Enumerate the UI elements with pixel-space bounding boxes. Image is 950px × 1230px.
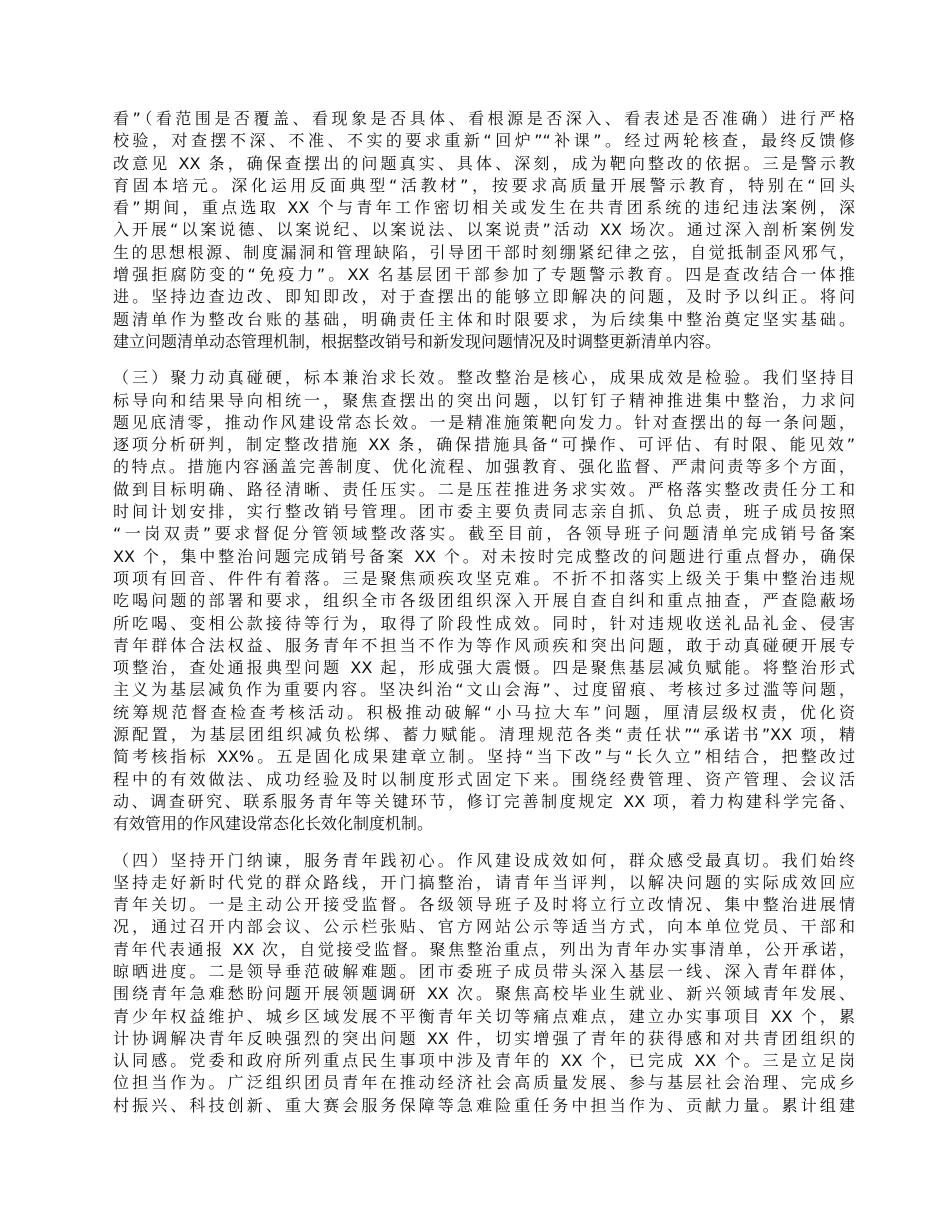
text-line: 青年群体合法权益、服务青年不担当不作为等作风顽疾和突出问题，敢于动真碰硬开展专 (113, 635, 855, 655)
text-line: 吃喝问题的部署和要求，组织全市各级团组织深入开展自查自纠和重点抽查，严查隐蔽场 (113, 591, 855, 611)
text-line: 校验，对查摆不深、不准、不实的要求重新“回炉”“补课”。经过两轮核查，最终反馈修 (113, 131, 855, 151)
text-line: 简考核指标 XX%。五是固化成果建章立制。坚持“当下改”与“长久立”相结合，把整改过 (113, 747, 855, 767)
text-line: 标导向和结果导向相统一，聚焦查摆出的突出问题，以钉钉子精神推进集中整治，力求问 (113, 390, 855, 410)
text-line: 青少年权益维护、城乡区域发展不平衡青年关切等痛点难点，建立办实事项目 XX 个，累 (113, 1006, 855, 1026)
text-line: 主义为基层减负作为重要内容。坚决纠治“文山会海”、过度留痕、考核过多过滥等问题， (113, 680, 855, 700)
text-line: 生的思想根源、制度漏洞和管理缺陷，引导团干部时刻绷紧纪律之弦，自觉抵制歪风邪气， (113, 242, 855, 262)
text-line: 做到目标明确、路径清晰、责任压实。二是压茬推进务求实效。严格落实整改责任分工和 (113, 479, 855, 499)
text-line: 围绕青年急难愁盼问题开展领题调研 XX 次。聚焦高校毕业生就业、新兴领域青年发展、 (113, 984, 855, 1004)
text-line: 况，通过召开内部会议、公示栏张贴、官方网站公示等适当方式，向本单位党员、干部和 (113, 917, 855, 937)
text-line: （三）聚力动真碰硬，标本兼治求长效。整改整治是核心，成果成效是检验。我们坚持目 (113, 368, 855, 388)
text-line: 入开展“以案说德、以案说纪、以案说法、以案说责”活动 XX 场次。通过深入剖析案例发 (113, 220, 855, 240)
text-line: 认同感。党委和政府所列重点民生事项中涉及青年的 XX 个，已完成 XX 个。三是立足岗 (113, 1051, 855, 1071)
text-line: 坚持走好新时代党的群众路线，开门搞整治，请青年当评判，以解决问题的实际成效回应 (113, 872, 855, 892)
text-line: （四）坚持开门纳谏，服务青年践初心。作风建设成效如何，群众感受最真切。我们始终 (113, 850, 855, 870)
text-line: 源配置，为基层团组织减负松绑、蓄力赋能。清理规范各类“责任状”“承诺书”XX 项，精 (113, 725, 855, 745)
text-line: XX 个，集中整治问题完成销号备案 XX 个。对未按时完成整改的问题进行重点督办，确保 (113, 546, 855, 566)
paragraph-inspection (113, 108, 855, 353)
text-line: 改意见 XX 条，确保查摆出的问题真实、具体、深刻，成为靶向整改的依据。三是警示教 (113, 153, 855, 173)
text-line: 有效管用的作风建设常态化长效化制度机制。 (113, 814, 434, 834)
text-line: 育固本培元。深化运用反面典型“活教材”，按要求高质量开展警示教育，特别在“回头 (113, 175, 855, 195)
text-line: 的特点。措施内容涵盖完善制度、优化流程、加强教育、强化监督、严肃问责等多个方面， (113, 457, 855, 477)
text-line: 所吃喝、变相公款接待等行为，取得了阶段性成效。同时，针对违规收送礼品礼金、侵害 (113, 613, 855, 633)
text-line: 增强拒腐防变的“免疫力”。XX 名基层团干部参加了专题警示教育。四是查改结合一体推 (113, 265, 855, 285)
text-line: 项整治，查处通报典型问题 XX 起，形成强大震慑。四是聚焦基层减负赋能。将整治形式 (113, 658, 855, 678)
text-line: 逐项分析研判，制定整改措施 XX 条，确保措施具备“可操作、可评估、有时限、能见效” (113, 435, 855, 455)
text-line: 看”期间，重点选取 XX 个与青年工作密切相关或发生在共青团系统的违纪违法案例，深 (113, 198, 855, 218)
text-line: 进。坚持边查边改、即知即改，对于查摆出的能够立即解决的问题，及时予以纠正。将问 (113, 287, 855, 307)
text-line: 看”（看范围是否覆盖、看现象是否具体、看根源是否深入、看表述是否准确）进行严格 (113, 109, 855, 128)
paragraph-section-three (113, 367, 855, 835)
text-line: 村振兴、科技创新、重大赛会服务保障等急难险重任务中担当作为、贡献力量。累计组建 (113, 1095, 855, 1115)
text-line: 青年代表通报 XX 次，自觉接受监督。聚焦整治重点，列出为青年办实事清单，公开承诺， (113, 939, 855, 959)
text-line: 题清单作为整改台账的基础，明确责任主体和时限要求，为后续集中整治奠定坚实基础。 (113, 309, 855, 329)
text-line: 程中的有效做法、成功经验及时以制度形式固定下来。围绕经费管理、资产管理、会议活 (113, 769, 855, 789)
text-line: 计协调解决青年反映强烈的突出问题 XX 件，切实增强了青年的获得感和对共青团组织的 (113, 1028, 855, 1048)
text-line: “一岗双责”要求督促分管领域整改落实。截至目前，各领导班子问题清单完成销号备案 (113, 524, 855, 544)
document-page (113, 108, 855, 1117)
text-line: 时间计划安排，实行整改销号管理。团市委主要负责同志亲自抓、负总责，班子成员按照 (113, 502, 855, 522)
text-line: 建立问题清单动态管理机制，根据整改销号和新发现问题情况及时调整更新清单内容。 (113, 331, 722, 351)
text-line: 项项有回音、件件有着落。三是聚焦顽疾攻坚克难。不折不扣落实上级关于集中整治违规 (113, 568, 855, 588)
text-line: 题见底清零，推动作风建设常态长效。一是精准施策靶向发力。针对查摆出的每一条问题， (113, 412, 855, 432)
text-line: 位担当作为。广泛组织团员青年在推动经济社会高质量发展、参与基层社会治理、完成乡 (113, 1073, 855, 1093)
text-line: 青年关切。一是主动公开接受监督。各级领导班子及时将立行立改情况、集中整治进展情 (113, 895, 855, 915)
text-line: 动、调查研究、联系服务青年等关键环节，修订完善制度规定 XX 项，着力构建科学完备、 (113, 791, 855, 811)
paragraph-section-four (113, 850, 855, 1118)
text-line: 统筹规范督查检查考核活动。积极推动破解“小马拉大车”问题，厘清层级权责，优化资 (113, 702, 855, 722)
text-line: 晾晒进度。二是领导垂范破解难题。团市委班子成员带头深入基层一线、深入青年群体， (113, 961, 855, 981)
